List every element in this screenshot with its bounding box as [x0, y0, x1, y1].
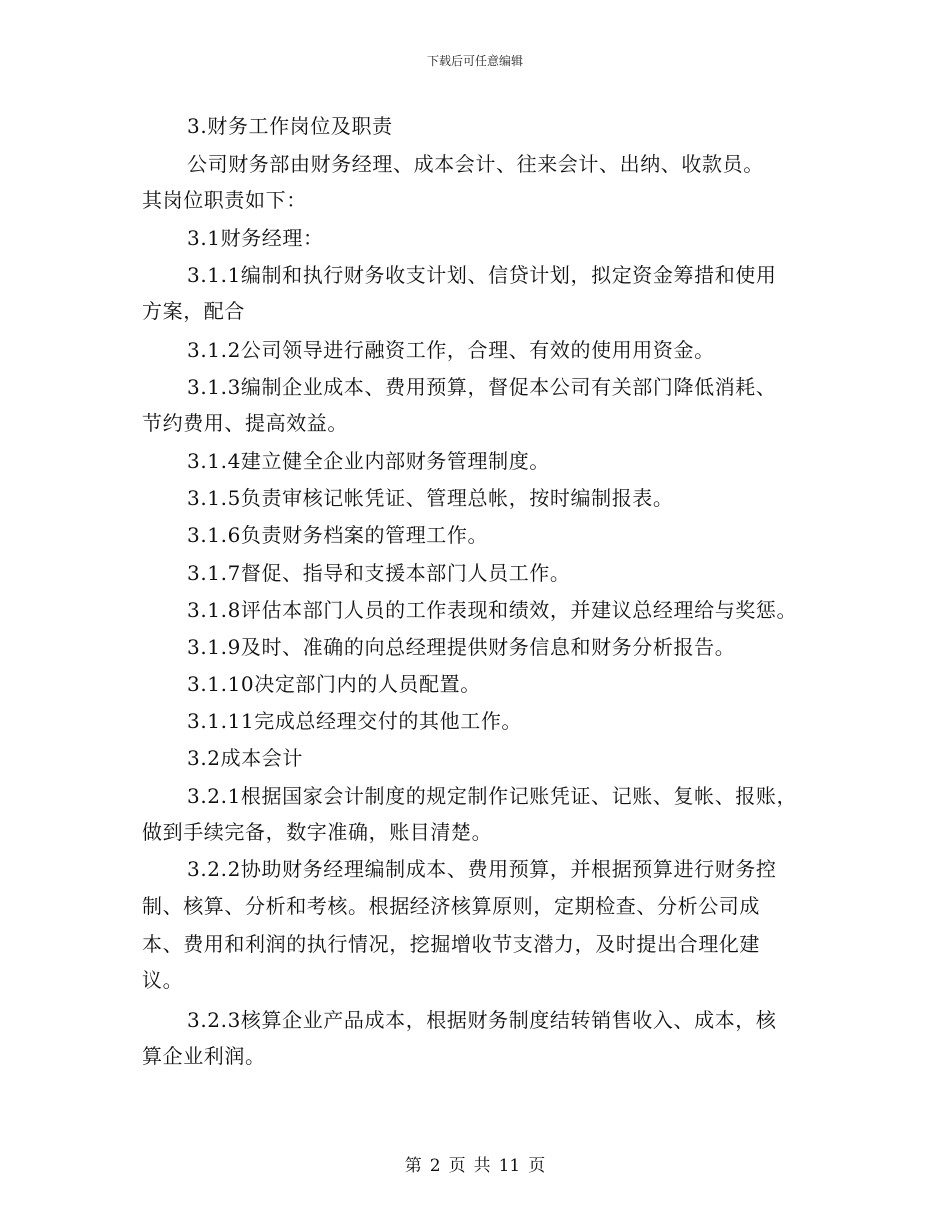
footer-page-number: 2 [429, 1156, 441, 1176]
paragraph-line: 3.1.4建立健全企业内部财务管理制度。 [187, 449, 550, 473]
footer-page-word: 页 [448, 1156, 466, 1176]
footer-total-word: 共 [473, 1156, 491, 1176]
paragraph-line: 3.2.1根据国家会计制度的规定制作记账凭证、记账、复帐、报账， [187, 784, 798, 808]
paragraph-line: 3.1.2公司领导进行融资工作，合理、有效的使用用资金。 [187, 338, 715, 362]
paragraph-line: 节约费用、提高效益。 [142, 411, 348, 435]
paragraph-line: 3.1.11完成总经理交付的其他工作。 [187, 709, 523, 733]
paragraph-line: 方案，配合 [142, 299, 245, 323]
paragraph-line: 3.1.5负责审核记帐凭证、管理总帐，按时编制报表。 [187, 486, 674, 510]
paragraph-line: 公司财务部由财务经理、成本会计、往来会计、出纳、收款员。 [187, 152, 764, 176]
paragraph-line: 3.1.6负责财务档案的管理工作。 [187, 523, 489, 547]
paragraph-line: 本、费用和利润的执行情况，挖掘增收节支潜力，及时提出合理化建 [142, 932, 760, 956]
paragraph-line: 算企业利润。 [142, 1044, 266, 1068]
paragraph-line: 3.1.1编制和执行财务收支计划、信贷计划，拟定资金筹措和使用 [187, 263, 777, 287]
subsection-heading: 3.2成本会计 [187, 746, 304, 770]
paragraph-line: 3.1.10决定部门内的人员配置。 [187, 672, 481, 696]
footer-suffix: 页 [528, 1156, 546, 1176]
page-header-note: 下载后可任意编辑 [426, 54, 523, 68]
paragraph-line: 3.1.7督促、指导和支援本部门人员工作。 [187, 561, 571, 585]
page-footer [0, 1155, 950, 1177]
paragraph-line: 3.1.3编制企业成本、费用预算，督促本公司有关部门降低消耗、 [187, 375, 777, 399]
paragraph-line: 制、核算、分析和考核。根据经济核算原则，定期检查、分析公司成 [142, 894, 760, 918]
paragraph-line: 3.2.3核算企业产品成本，根据财务制度结转销售收入、成本，核 [187, 1008, 777, 1032]
paragraph-line: 议。 [142, 968, 184, 992]
paragraph-line: 3.1.9及时、准确的向总经理提供财务信息和财务分析报告。 [187, 635, 736, 659]
section-heading: 3.财务工作岗位及职责 [187, 114, 393, 138]
subsection-heading: 3.1财务经理： [187, 226, 324, 250]
footer-total-pages: 11 [498, 1156, 521, 1176]
paragraph-line: 做到手续完备，数字准确，账目清楚。 [142, 820, 493, 844]
paragraph-line: 3.1.8评估本部门人员的工作表现和绩效，并建议总经理给与奖惩。 [187, 598, 798, 622]
paragraph-line: 其岗位职责如下： [142, 188, 307, 212]
footer-prefix: 第 [404, 1156, 422, 1176]
paragraph-line: 3.2.2协助财务经理编制成本、费用预算，并根据预算进行财务控 [187, 857, 777, 881]
